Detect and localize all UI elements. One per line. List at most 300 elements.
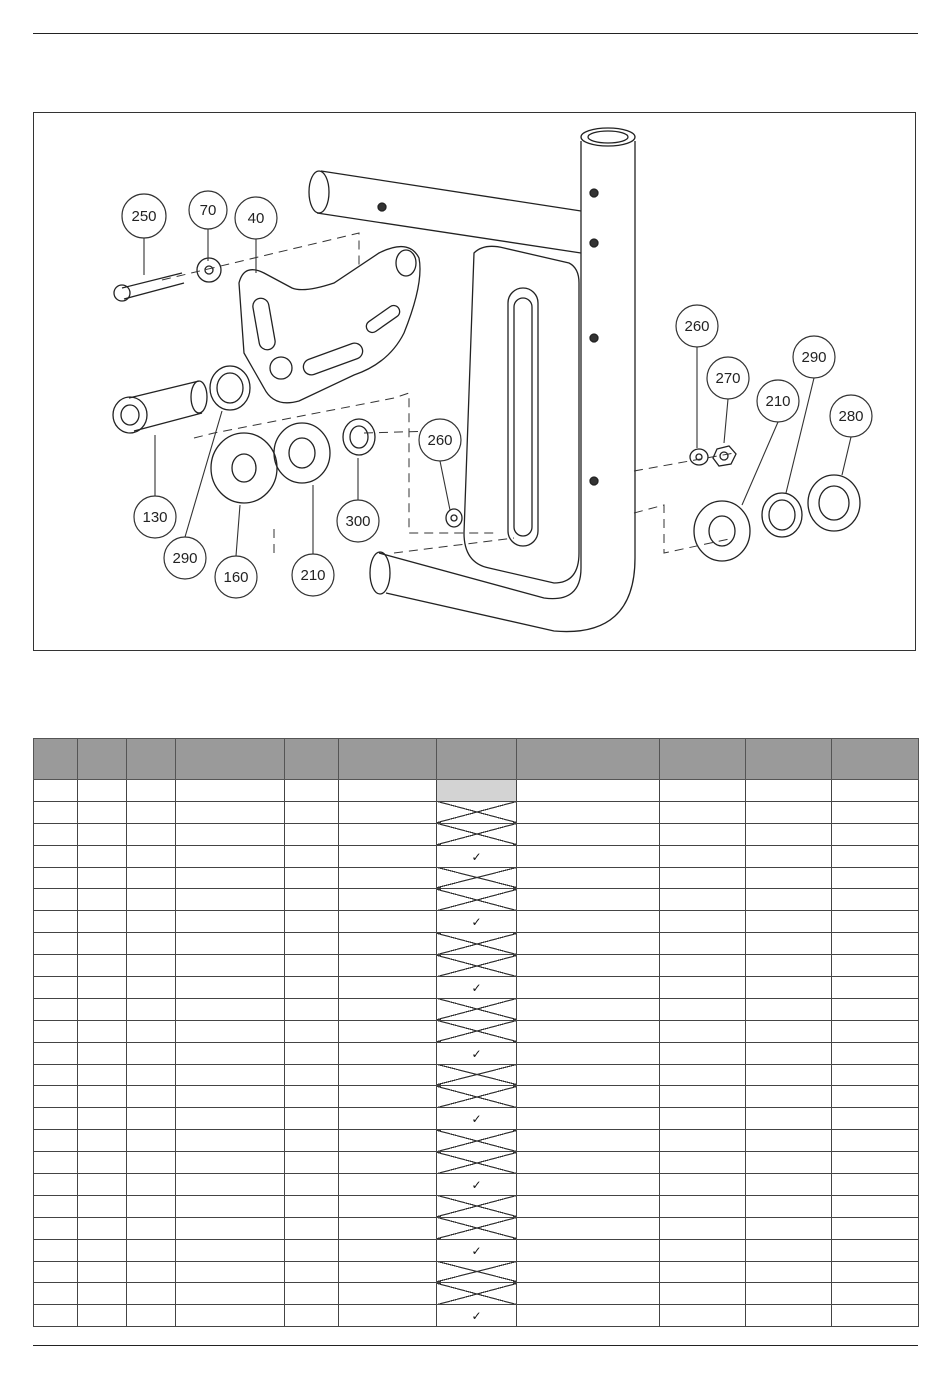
table-cell: [746, 955, 832, 977]
table-cell: [746, 1239, 832, 1261]
table-row: [34, 1174, 919, 1196]
table-cell: [517, 933, 660, 955]
table-cell: [34, 1239, 78, 1261]
table-cell: [517, 1042, 660, 1064]
table-cell: [176, 1064, 285, 1086]
table-cell: [34, 1064, 78, 1086]
table-cell: [176, 1152, 285, 1174]
table-cell: [339, 1130, 437, 1152]
table-cell: [339, 1042, 437, 1064]
table-cell: [176, 1108, 285, 1130]
table-cell: [176, 1042, 285, 1064]
table-cell: [127, 933, 176, 955]
table-cell: [517, 823, 660, 845]
table-cell: [660, 867, 746, 889]
table-cell: [746, 1152, 832, 1174]
table-cell: [285, 1086, 339, 1108]
table-cell: [34, 1217, 78, 1239]
status-cell: [437, 1042, 517, 1064]
callout-290-right: 290: [801, 349, 827, 366]
parts-drawing: [34, 113, 917, 652]
table-row: [34, 889, 919, 911]
table-cell: [517, 1174, 660, 1196]
table-header-cell: [339, 739, 437, 780]
table-row: [34, 911, 919, 933]
check-icon: ✓: [471, 1243, 482, 1258]
table-header-row: [34, 739, 919, 780]
table-header-cell: [746, 739, 832, 780]
table-cell: [34, 889, 78, 911]
table-cell: [660, 998, 746, 1020]
table-cell: [517, 1239, 660, 1261]
table-cell: [34, 867, 78, 889]
table-row: [34, 1305, 919, 1327]
table-cell: [832, 1239, 919, 1261]
table-cell: [746, 1217, 832, 1239]
table-cell: [517, 1064, 660, 1086]
table-cell: [832, 1283, 919, 1305]
table-cell: [832, 933, 919, 955]
table-cell: [660, 1195, 746, 1217]
table-cell: [127, 889, 176, 911]
table-cell: [746, 867, 832, 889]
table-cell: [176, 1261, 285, 1283]
status-cell: [437, 1195, 517, 1217]
table-cell: [34, 801, 78, 823]
table-cell: [127, 1239, 176, 1261]
status-cell: [437, 1305, 517, 1327]
status-cell: [437, 1239, 517, 1261]
table-cell: [517, 845, 660, 867]
check-icon: ✓: [471, 1046, 482, 1061]
table-row: [34, 1261, 919, 1283]
callout-40: 40: [247, 210, 265, 227]
table-cell: [832, 867, 919, 889]
table-cell: [176, 911, 285, 933]
table-cell: [127, 801, 176, 823]
table-cell: [746, 1195, 832, 1217]
table-header-cell: [176, 739, 285, 780]
table-cell: [746, 1130, 832, 1152]
table-row: [34, 998, 919, 1020]
bracket-plate: [239, 247, 420, 403]
status-cell: [437, 1261, 517, 1283]
table-cell: [660, 933, 746, 955]
table-cell: [660, 911, 746, 933]
table-cell: [34, 1283, 78, 1305]
callout-300: 300: [345, 513, 371, 530]
table-cell: [78, 780, 127, 802]
table-row: [34, 845, 919, 867]
status-cell: [437, 1174, 517, 1196]
table-cell: [176, 1086, 285, 1108]
table-cell: [34, 1195, 78, 1217]
table-row: [34, 1086, 919, 1108]
table-row: [34, 1130, 919, 1152]
table-cell: [78, 1130, 127, 1152]
table-cell: [176, 1217, 285, 1239]
table-cell: [285, 889, 339, 911]
table-cell: [34, 1042, 78, 1064]
table-cell: [34, 1152, 78, 1174]
table-cell: [285, 977, 339, 999]
table-cell: [78, 1217, 127, 1239]
table-cell: [339, 1174, 437, 1196]
table-cell: [832, 1042, 919, 1064]
status-cell: [437, 977, 517, 999]
table-header-cell: [437, 739, 517, 780]
callout-290-left: 290: [172, 550, 198, 567]
table-cell: [78, 801, 127, 823]
table-cell: [78, 955, 127, 977]
table-cell: [285, 801, 339, 823]
table-cell: [746, 933, 832, 955]
table-cell: [127, 1174, 176, 1196]
table-cell: [127, 1152, 176, 1174]
callout-130: 130: [142, 509, 168, 526]
table-body: [34, 780, 919, 1327]
table-cell: [517, 867, 660, 889]
frame-vertical-tube: [581, 141, 635, 568]
table-cell: [832, 1195, 919, 1217]
table-cell: [78, 867, 127, 889]
table-cell: [127, 1261, 176, 1283]
table-cell: [517, 1020, 660, 1042]
table-cell: [339, 911, 437, 933]
status-cell: [437, 1020, 517, 1042]
table-cell: [339, 998, 437, 1020]
cap-280: [808, 475, 860, 531]
table-cell: [746, 998, 832, 1020]
spacer-160: [211, 433, 277, 503]
table-cell: [34, 1130, 78, 1152]
table-cell: [339, 977, 437, 999]
table-cell: [832, 801, 919, 823]
status-cell: [437, 867, 517, 889]
callouts: [122, 191, 872, 598]
callout-70: 70: [199, 202, 217, 219]
table-cell: [832, 823, 919, 845]
table-cell: [660, 1283, 746, 1305]
table-cell: [176, 801, 285, 823]
table-cell: [127, 977, 176, 999]
check-icon: ✓: [471, 1309, 482, 1324]
table-cell: [660, 1086, 746, 1108]
check-icon: ✓: [471, 915, 482, 930]
table-cell: [832, 998, 919, 1020]
disc-210-left: [274, 423, 330, 483]
table-cell: [176, 1020, 285, 1042]
table-cell: [176, 977, 285, 999]
status-cell: [437, 889, 517, 911]
table-cell: [660, 780, 746, 802]
table-cell: [517, 1283, 660, 1305]
table-cell: [746, 845, 832, 867]
table-cell: [746, 1261, 832, 1283]
table-header-cell: [832, 739, 919, 780]
table-cell: [660, 801, 746, 823]
table-cell: [285, 823, 339, 845]
table-cell: [832, 1261, 919, 1283]
check-icon: ✓: [471, 1112, 482, 1127]
table-cell: [34, 1261, 78, 1283]
table-cell: [285, 955, 339, 977]
table-cell: [660, 1305, 746, 1327]
status-cell: [437, 955, 517, 977]
frame-j-tube: [379, 553, 635, 632]
table-cell: [339, 1261, 437, 1283]
table-cell: [517, 1108, 660, 1130]
table-cell: [746, 823, 832, 845]
exploded-parts-diagram: [33, 112, 916, 651]
table-cell: [660, 1108, 746, 1130]
table-cell: [832, 1305, 919, 1327]
table-cell: [339, 1283, 437, 1305]
table-cell: [127, 1086, 176, 1108]
table-cell: [285, 1305, 339, 1327]
table-cell: [339, 823, 437, 845]
table-row: [34, 1042, 919, 1064]
table-cell: [34, 911, 78, 933]
table-cell: [285, 867, 339, 889]
status-cell: [437, 845, 517, 867]
table-header-cell: [127, 739, 176, 780]
table-cell: [34, 1108, 78, 1130]
table-cell: [832, 1130, 919, 1152]
table-cell: [176, 998, 285, 1020]
table-cell: [832, 1152, 919, 1174]
frame-slot-plate: [464, 246, 579, 583]
table-cell: [517, 889, 660, 911]
table-cell: [127, 1195, 176, 1217]
table-cell: [285, 1283, 339, 1305]
disc-210-right: [694, 501, 750, 561]
check-icon: ✓: [471, 1177, 482, 1192]
table-cell: [746, 889, 832, 911]
table-cell: [832, 955, 919, 977]
table-cell: [746, 1086, 832, 1108]
table-cell: [127, 1305, 176, 1327]
table-cell: [127, 780, 176, 802]
table-cell: [176, 1283, 285, 1305]
table-cell: [746, 1305, 832, 1327]
table-cell: [285, 1042, 339, 1064]
table-cell: [517, 1217, 660, 1239]
table-row: [34, 1152, 919, 1174]
table-cell: [660, 1130, 746, 1152]
table-cell: [34, 955, 78, 977]
table-cell: [832, 889, 919, 911]
table-cell: [517, 801, 660, 823]
table-row: [34, 1108, 919, 1130]
table-row: [34, 867, 919, 889]
table-cell: [285, 1217, 339, 1239]
table-cell: [127, 867, 176, 889]
status-cell: [437, 911, 517, 933]
table-cell: [78, 1020, 127, 1042]
table-cell: [517, 1195, 660, 1217]
table-header-cell: [660, 739, 746, 780]
table-cell: [832, 1217, 919, 1239]
table-cell: [127, 1064, 176, 1086]
table-header-cell: [78, 739, 127, 780]
table-row: [34, 1217, 919, 1239]
table-cell: [339, 1239, 437, 1261]
table-cell: [832, 845, 919, 867]
table-cell: [176, 1174, 285, 1196]
table-cell: [746, 977, 832, 999]
table-cell: [339, 955, 437, 977]
check-icon: ✓: [471, 980, 482, 995]
table-cell: [127, 845, 176, 867]
status-cell: [437, 1217, 517, 1239]
callout-260-right: 260: [684, 318, 710, 335]
table-row: [34, 1239, 919, 1261]
table-cell: [285, 911, 339, 933]
table-cell: [660, 889, 746, 911]
table-header-cell: [34, 739, 78, 780]
table-cell: [34, 933, 78, 955]
washer-70: [197, 258, 221, 282]
table-cell: [78, 1283, 127, 1305]
table-cell: [339, 780, 437, 802]
table-cell: [746, 1108, 832, 1130]
table-cell: [660, 845, 746, 867]
table-cell: [832, 977, 919, 999]
table-cell: [660, 1064, 746, 1086]
table-cell: [660, 1261, 746, 1283]
table-cell: [78, 1042, 127, 1064]
table-cell: [78, 911, 127, 933]
table-cell: [127, 1020, 176, 1042]
table-cell: [127, 1108, 176, 1130]
table-cell: [339, 801, 437, 823]
table-cell: [127, 823, 176, 845]
table-row: [34, 1020, 919, 1042]
status-cell: [437, 780, 517, 802]
table-cell: [176, 1130, 285, 1152]
table-cell: [176, 867, 285, 889]
table-cell: [832, 1108, 919, 1130]
table-cell: [746, 1174, 832, 1196]
status-cell: [437, 823, 517, 845]
table-cell: [78, 1239, 127, 1261]
table-cell: [127, 1283, 176, 1305]
table-header-cell: [285, 739, 339, 780]
table-cell: [746, 1020, 832, 1042]
table-cell: [78, 1305, 127, 1327]
table-cell: [176, 1305, 285, 1327]
table-cell: [78, 998, 127, 1020]
table-cell: [832, 1174, 919, 1196]
table-cell: [660, 1152, 746, 1174]
pin-250: [122, 273, 184, 299]
frame-top-tube: [317, 171, 581, 253]
table-row: [34, 1195, 919, 1217]
table-cell: [176, 780, 285, 802]
table-cell: [660, 1020, 746, 1042]
table-cell: [78, 823, 127, 845]
table-cell: [339, 1086, 437, 1108]
table-cell: [660, 823, 746, 845]
table-cell: [127, 998, 176, 1020]
table-row: [34, 933, 919, 955]
callout-160: 160: [223, 569, 249, 586]
top-rule: [33, 33, 918, 34]
table-row: [34, 1064, 919, 1086]
table-cell: [517, 1305, 660, 1327]
table-cell: [176, 823, 285, 845]
status-cell: [437, 1086, 517, 1108]
status-cell: [437, 933, 517, 955]
table-cell: [746, 1283, 832, 1305]
table-cell: [832, 780, 919, 802]
table-cell: [339, 1152, 437, 1174]
table-cell: [285, 933, 339, 955]
table-cell: [339, 933, 437, 955]
table-row: [34, 823, 919, 845]
callout-250: 250: [131, 208, 157, 225]
table-row: [34, 801, 919, 823]
table-cell: [517, 1130, 660, 1152]
table-cell: [285, 1064, 339, 1086]
table-cell: [746, 780, 832, 802]
table-cell: [339, 1108, 437, 1130]
sleeve-130: [129, 381, 202, 431]
table-cell: [517, 1152, 660, 1174]
table-cell: [660, 977, 746, 999]
status-cell: [437, 1108, 517, 1130]
callout-270: 270: [715, 370, 741, 387]
table-cell: [78, 1261, 127, 1283]
table-cell: [78, 1174, 127, 1196]
table-cell: [34, 998, 78, 1020]
table-cell: [78, 889, 127, 911]
table-cell: [78, 1152, 127, 1174]
table-cell: [34, 823, 78, 845]
check-icon: ✓: [471, 849, 482, 864]
status-cell: [437, 801, 517, 823]
table-cell: [176, 1195, 285, 1217]
table-cell: [339, 1305, 437, 1327]
table-cell: [127, 1217, 176, 1239]
table-cell: [78, 1064, 127, 1086]
table-cell: [660, 1217, 746, 1239]
status-cell: [437, 1152, 517, 1174]
table-cell: [78, 1195, 127, 1217]
table-cell: [517, 955, 660, 977]
table-cell: [517, 911, 660, 933]
table-cell: [660, 1174, 746, 1196]
table-row: [34, 780, 919, 802]
status-cell: [437, 1064, 517, 1086]
table-cell: [285, 1261, 339, 1283]
table-cell: [34, 1020, 78, 1042]
table-cell: [34, 845, 78, 867]
table-cell: [832, 1020, 919, 1042]
table-cell: [34, 1174, 78, 1196]
table-cell: [832, 1086, 919, 1108]
table-cell: [127, 1042, 176, 1064]
table-cell: [78, 1108, 127, 1130]
table-cell: [746, 1042, 832, 1064]
table-row: [34, 955, 919, 977]
parts-table: [33, 738, 919, 1327]
table-cell: [78, 933, 127, 955]
table-cell: [176, 845, 285, 867]
callout-280: 280: [838, 408, 864, 425]
table-cell: [517, 780, 660, 802]
